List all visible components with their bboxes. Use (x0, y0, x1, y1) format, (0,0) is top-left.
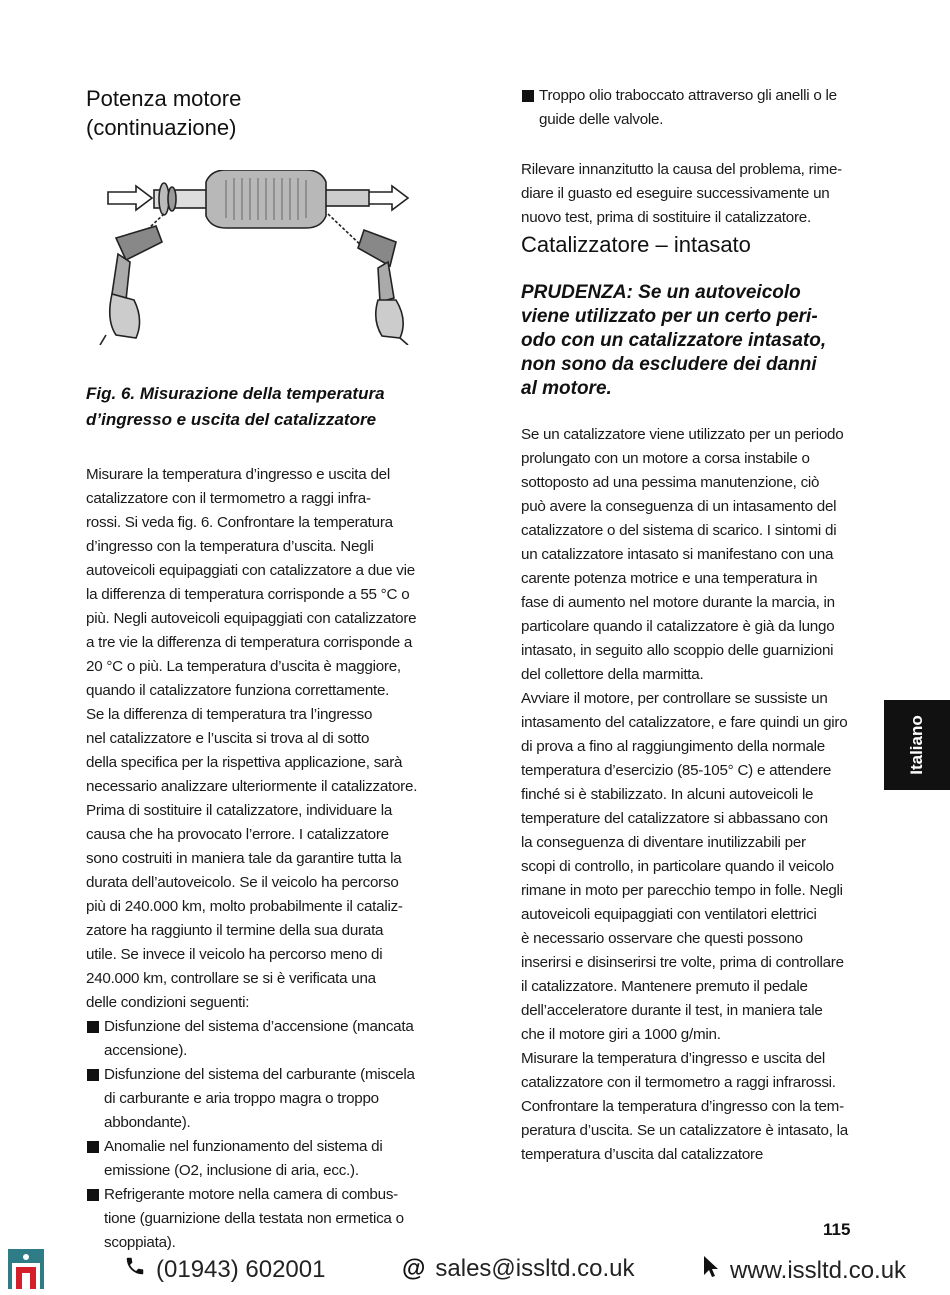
body-line: rimane in moto per parecchio tempo in folle. Negli (521, 882, 843, 899)
list-item-line: Disfunzione del sistema del carburante (miscela (104, 1066, 415, 1083)
list-item-line: Troppo olio traboccato attraverso gli anelli o le (539, 87, 837, 104)
section-heading-engine-power (86, 84, 431, 142)
body-line: autoveicoli equipaggiati con catalizzatore a due vie (86, 562, 415, 579)
phone-icon (124, 1255, 146, 1284)
list-item (86, 1015, 431, 1063)
left-body-paragraph (86, 463, 431, 1015)
warning-line: odo con un catalizzatore intasato, (521, 330, 827, 351)
right-column (521, 84, 866, 1167)
body-line: quando il catalizzatore funziona correttamente. (86, 682, 390, 699)
bullet-square-icon (87, 1141, 99, 1153)
body-line: nuovo test, prima di sostituire il catalizzatore. (521, 209, 811, 226)
body-line: delle condizioni seguenti: (86, 994, 250, 1011)
right-intro-paragraph (521, 158, 866, 230)
body-line: Se un catalizzatore viene utilizzato per un periodo (521, 426, 844, 443)
body-line: temperatura d’uscita dal catalizzatore (521, 1146, 764, 1163)
body-line: zatore ha raggiunto il termine della sua durata (86, 922, 384, 939)
phone-contact[interactable] (124, 1255, 325, 1284)
website-contact[interactable] (702, 1255, 906, 1286)
warning-line: non sono da escludere dei danni (521, 354, 817, 375)
body-line: nel catalizzatore e l’uscita si trova al di sotto (86, 730, 370, 747)
conditions-list (86, 1015, 431, 1255)
list-item-line: Refrigerante motore nella camera di combus- (104, 1186, 398, 1203)
body-line: un catalizzatore intasato si manifestano con una (521, 546, 834, 563)
body-line: può avere la conseguenza di un intasamento del (521, 498, 837, 515)
at-sign-icon: @ (402, 1255, 426, 1282)
body-line: causa che ha provocato l’errore. I catalizzatore (86, 826, 389, 843)
body-line: 20 °C o più. La temperatura d’uscita è maggiore, (86, 658, 401, 675)
warning-line: al motore. (521, 378, 612, 399)
list-item (521, 84, 866, 132)
phone-number: (01943) 602001 (156, 1255, 326, 1283)
body-line: catalizzatore con il termometro a raggi infrarossi. (521, 1074, 836, 1091)
body-line: Misurare la temperatura d’ingresso e uscita del (521, 1050, 825, 1067)
body-line: a tre vie la differenza di temperatura corrisponde a (86, 634, 413, 651)
body-line: finché si è stabilizzato. In alcuni autoveicoli le (521, 786, 814, 803)
body-line: più di 240.000 km, molto probabilmente il cataliz- (86, 898, 403, 915)
body-line: fase di aumento nel motore durante la marcia, in (521, 594, 835, 611)
body-line: diare il guasto ed eseguire successivamente un (521, 185, 830, 202)
warning-line: PRUDENZA: Se un autoveicolo (521, 282, 801, 303)
body-line: temperature del catalizzatore si abbassano con (521, 810, 828, 827)
body-line: Confrontare la temperatura d’ingresso con la tem- (521, 1098, 844, 1115)
body-line: intasamento del catalizzatore, e fare quindi un giro (521, 714, 848, 731)
left-column (86, 84, 431, 1255)
body-line: durata dell’autoveicolo. Se il veicolo ha percorso (86, 874, 399, 891)
body-line: peratura d’uscita. Se un catalizzatore è intasato, la (521, 1122, 848, 1139)
catalyst-illustration (96, 170, 416, 345)
list-item-line: scoppiata). (104, 1234, 176, 1251)
body-line: inserirsi e disinserirsi tre volte, prima di controllare (521, 954, 844, 971)
email-contact[interactable] (402, 1255, 635, 1283)
body-line: temperatura d’esercizio (85-105° C) e attendere (521, 762, 832, 779)
list-item-line: abbondante). (104, 1114, 191, 1131)
cursor-pointer-icon (702, 1255, 720, 1286)
body-line: più. Negli autoveicoli equipaggiati con catalizzatore (86, 610, 417, 627)
website-url: www.issltd.co.uk (730, 1256, 907, 1284)
body-line: la differenza di temperatura corrisponde a 55 °C o (86, 586, 410, 603)
language-tab (884, 700, 950, 790)
list-item-line: tione (guarnizione della testata non ermetica o (104, 1210, 404, 1227)
figure-caption (86, 381, 431, 433)
list-item-line: Anomalie nel funzionamento del sistema di (104, 1138, 383, 1155)
right-body-paragraph (521, 423, 866, 1167)
list-item-line: accensione). (104, 1042, 188, 1059)
body-line: rossi. Si veda fig. 6. Confrontare la temperatura (86, 514, 393, 531)
list-item-line: emissione (O2, inclusione di aria, ecc.). (104, 1162, 359, 1179)
body-line: d’ingresso con la temperatura d’uscita. Negli (86, 538, 374, 555)
body-line: 240.000 km, controllare se si è verificata una (86, 970, 376, 987)
body-line: Avviare il motore, per controllare se sussiste un (521, 690, 828, 707)
footer (0, 1240, 950, 1295)
bullet-square-icon (87, 1021, 99, 1033)
list-item-line: Disfunzione del sistema d’accensione (mancata (104, 1018, 414, 1035)
body-line: sottoposto ad una pessima manutenzione, ciò (521, 474, 820, 491)
body-line: necessario analizzare ulteriormente il catalizzatore. (86, 778, 418, 795)
body-line: del collettore della marmitta. (521, 666, 704, 683)
body-line: che il motore giri a 1000 g/min. (521, 1026, 721, 1043)
warning-line: viene utilizzato per un certo peri- (521, 306, 818, 327)
caption-line-2: d’ingresso e uscita del catalizzatore (86, 410, 377, 429)
caution-warning (521, 281, 866, 401)
email-address: sales@issltd.co.uk (435, 1255, 635, 1282)
body-line: sono costruiti in maniera tale da garantire tutta la (86, 850, 402, 867)
body-line: è necessario osservare che questi possono (521, 930, 803, 947)
heading-line-1: Potenza motore (86, 86, 242, 111)
bullet-square-icon (87, 1069, 99, 1081)
body-line: utile. Se invece il veicolo ha percorso meno di (86, 946, 383, 963)
list-item (86, 1135, 431, 1183)
heading-line-2: (continuazione) (86, 115, 237, 140)
body-line: prolungato con un motore a corsa instabile o (521, 450, 810, 467)
catalyst-temperature-figure (96, 170, 416, 345)
top-bullet-list (521, 84, 866, 132)
section-heading-clogged-catalyst: Catalizzatore – intasato (521, 232, 751, 257)
language-tab-label: Italiano (906, 715, 926, 775)
body-line: intasato, in seguito allo scoppio delle guarnizioni (521, 642, 834, 659)
company-logo (8, 1249, 44, 1289)
logo-icon (8, 1249, 44, 1289)
body-line: la conseguenza di diventare inutilizzabili per (521, 834, 806, 851)
body-line: Rilevare innanzitutto la causa del problema, rime- (521, 161, 842, 178)
body-line: della specifica per la rispettiva applicazione, sarà (86, 754, 403, 771)
body-line: scopi di controllo, in particolare quando il veicolo (521, 858, 834, 875)
body-line: Se la differenza di temperatura tra l’ingresso (86, 706, 373, 723)
body-line: autoveicoli equipaggiati con ventilatori elettrici (521, 906, 817, 923)
page-number: 115 (823, 1220, 851, 1239)
body-line: il catalizzatore. Mantenere premuto il pedale (521, 978, 808, 995)
list-item-line: guide delle valvole. (539, 111, 664, 128)
body-line: di prova a fino al raggiungimento della normale (521, 738, 826, 755)
bullet-square-icon (87, 1189, 99, 1201)
body-line: carente potenza motrice e una temperatura in (521, 570, 818, 587)
bullet-square-icon (522, 90, 534, 102)
body-line: dell’acceleratore durante il test, in maniera tale (521, 1002, 823, 1019)
body-line: catalizzatore con il termometro a raggi infra- (86, 490, 371, 507)
body-line: particolare quando il catalizzatore è già da lungo (521, 618, 835, 635)
body-line: catalizzatore o del sistema di scarico. I sintomi di (521, 522, 837, 539)
body-line: Misurare la temperatura d’ingresso e uscita del (86, 466, 390, 483)
body-line: Prima di sostituire il catalizzatore, individuare la (86, 802, 393, 819)
caption-line-1: Fig. 6. Misurazione della temperatura (86, 384, 385, 403)
list-item-line: di carburante e aria troppo magra o troppo (104, 1090, 379, 1107)
list-item (86, 1063, 431, 1135)
